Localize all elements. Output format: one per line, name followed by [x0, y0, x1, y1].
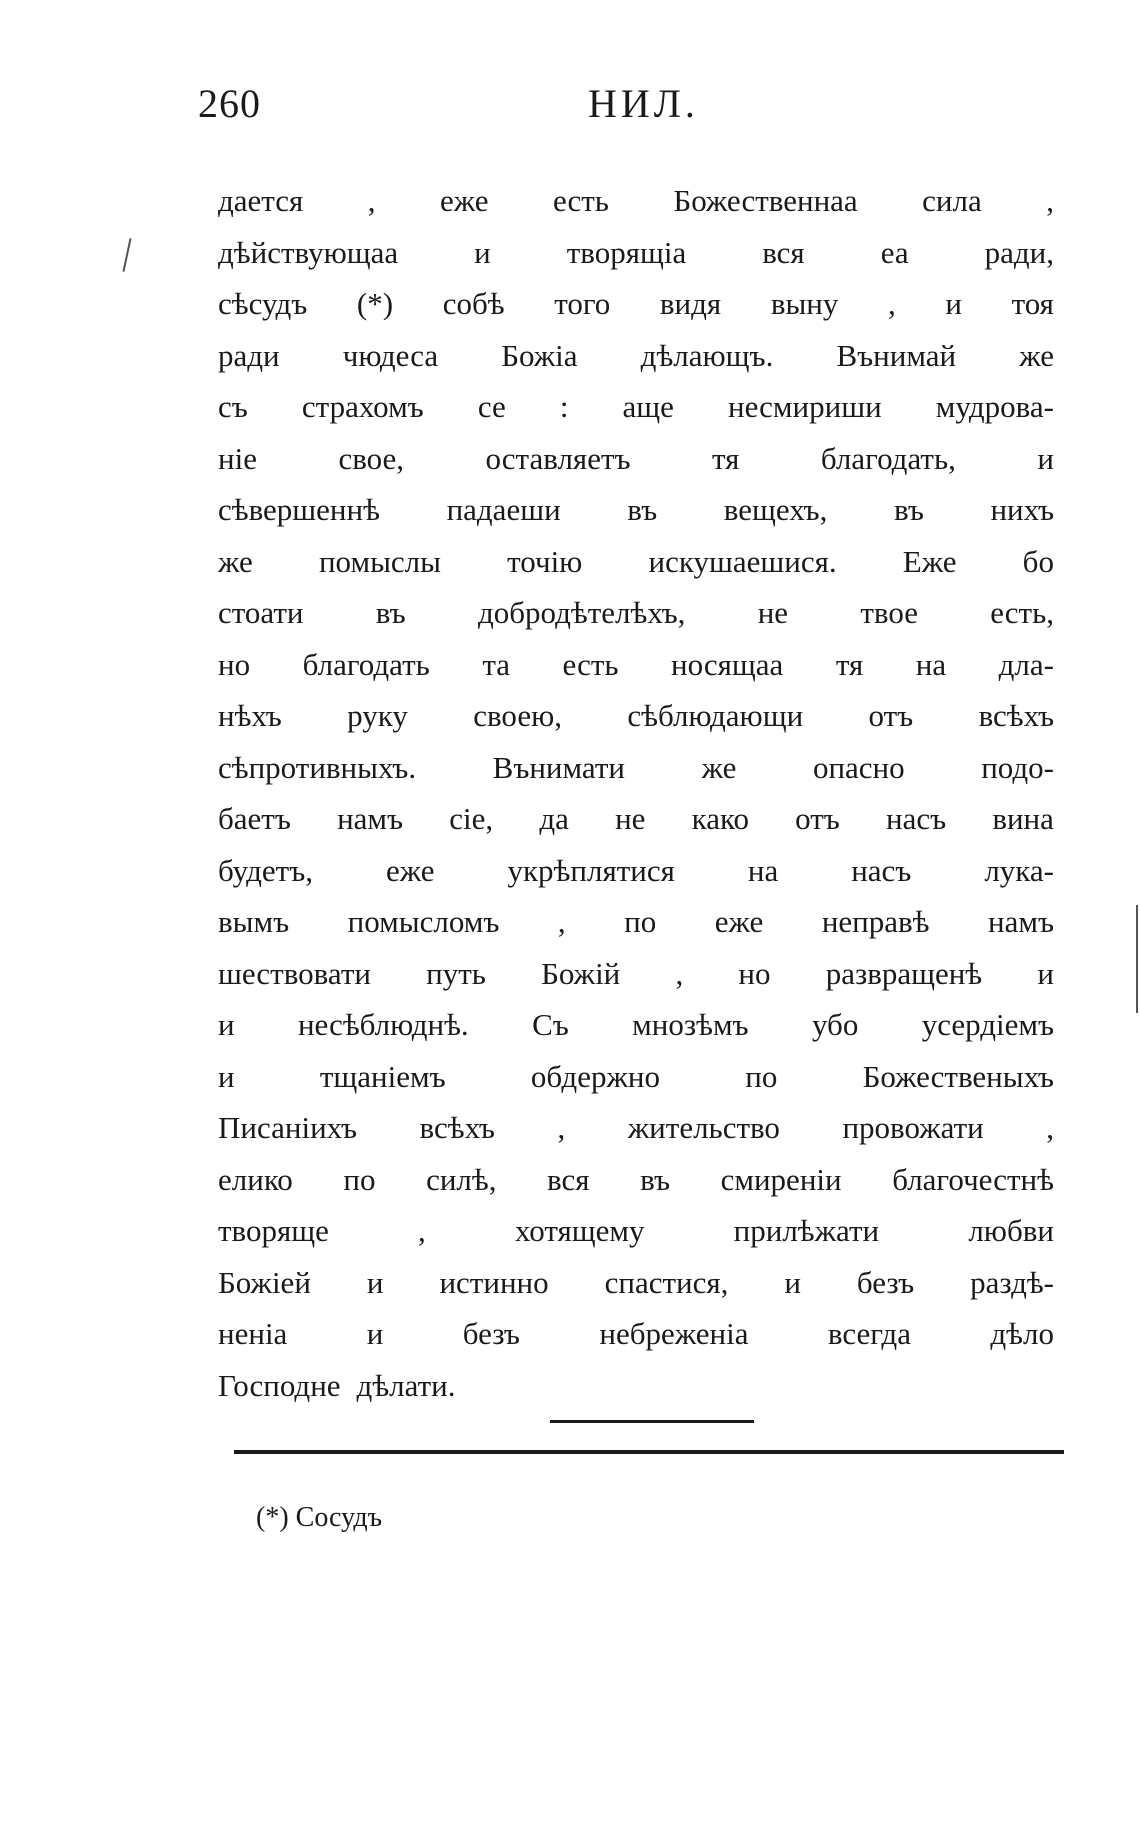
word: искушаешися.	[648, 543, 837, 579]
word: Божій	[541, 955, 621, 991]
word: укрѣплятися	[507, 852, 675, 888]
word: сѣпротивныхъ.	[218, 749, 417, 785]
word: Божественыхъ	[862, 1058, 1054, 1094]
word: жительство	[627, 1110, 780, 1145]
word: и	[1037, 955, 1054, 991]
word: мнозѣмъ	[632, 1007, 749, 1042]
word: ,	[557, 1110, 566, 1145]
text-line	[218, 690, 1054, 742]
word: ніе	[218, 440, 257, 476]
text-line	[218, 433, 1054, 485]
word: ради,	[984, 234, 1054, 270]
word: тщаніемъ	[319, 1058, 446, 1094]
word: въ	[627, 492, 658, 527]
text-line	[218, 1308, 1054, 1360]
text-line	[218, 1154, 1054, 1206]
word: ,	[888, 286, 896, 321]
word: сіе,	[449, 801, 494, 836]
word: несѣблюднѣ.	[297, 1007, 469, 1042]
word: баетъ	[218, 801, 291, 836]
word: силѣ,	[426, 1161, 497, 1197]
word: развращенѣ	[825, 955, 983, 991]
text-line	[218, 330, 1054, 382]
word: шествовати	[218, 955, 371, 991]
text-line	[218, 999, 1054, 1051]
word: и	[945, 286, 962, 321]
word: вещехъ,	[723, 492, 828, 527]
text-line	[218, 896, 1054, 948]
word: есть	[552, 183, 609, 218]
word: сѣблюдающи	[627, 698, 804, 733]
word: ,	[557, 904, 566, 939]
word: аще	[622, 389, 674, 424]
word: же	[218, 543, 253, 579]
text-line	[218, 587, 1054, 639]
text-line	[218, 793, 1054, 845]
word: и	[366, 1316, 384, 1351]
text-line	[218, 1257, 1054, 1309]
word: есть	[562, 646, 619, 682]
word: страхомъ	[301, 389, 424, 424]
word: несмириши	[728, 389, 882, 424]
word: есть,	[990, 595, 1054, 630]
word: будетъ,	[218, 852, 313, 888]
word: по	[343, 1161, 376, 1197]
word: нихъ	[990, 492, 1054, 527]
word: чюдеса	[342, 337, 439, 373]
text-line	[218, 381, 1054, 433]
word: еа	[880, 234, 909, 270]
word: вина	[992, 801, 1054, 836]
word: како	[691, 801, 749, 836]
word: свое,	[338, 440, 405, 476]
word: ,	[1046, 183, 1054, 218]
text-line	[218, 742, 1054, 794]
word: небреженіа	[599, 1316, 749, 1351]
word: сила	[922, 183, 982, 218]
word: стоати	[218, 595, 304, 630]
footnote-separator-rule	[234, 1450, 1064, 1454]
word: съ	[218, 389, 248, 424]
word: тя	[712, 440, 740, 476]
word: неправѣ	[821, 904, 930, 939]
word: твое	[860, 595, 918, 630]
word: своею,	[473, 698, 562, 733]
scan-edge-mark	[122, 238, 131, 272]
word: творяще	[218, 1213, 329, 1248]
word: еже	[439, 183, 489, 218]
body-text	[218, 175, 1054, 1411]
word: опасно	[812, 749, 905, 785]
word: истинно	[439, 1264, 549, 1300]
word: да	[539, 801, 569, 836]
text-line	[218, 639, 1054, 691]
word: творящіа	[566, 234, 687, 270]
text-line	[218, 1205, 1054, 1257]
word: ради	[218, 337, 280, 373]
word: отъ	[795, 801, 840, 836]
word: по	[624, 904, 657, 939]
word: добродѣтелѣхъ,	[477, 595, 686, 630]
word: провожати	[842, 1110, 984, 1145]
word: не	[757, 595, 789, 630]
word: дѣлающъ.	[640, 337, 774, 373]
word: въ	[375, 595, 406, 630]
footnote: (*) Сосудъ	[256, 1502, 383, 1533]
word: насъ	[851, 852, 912, 888]
word: точію	[507, 543, 583, 579]
word: не	[615, 801, 646, 836]
word: вся	[762, 234, 805, 270]
word: благодать,	[820, 440, 956, 476]
word: вся	[547, 1161, 590, 1197]
word: ,	[367, 183, 376, 218]
word: въ	[640, 1161, 671, 1197]
word: спастися,	[604, 1264, 729, 1300]
text-line	[218, 1360, 1054, 1412]
word: ,	[1046, 1110, 1054, 1145]
word: ,	[675, 955, 684, 991]
word: тоя	[1011, 286, 1054, 321]
word: носящаа	[671, 646, 784, 682]
word: всѣхъ	[419, 1110, 495, 1145]
word: убо	[811, 1007, 859, 1042]
word: обдержно	[530, 1058, 660, 1094]
word: елико	[218, 1161, 293, 1197]
word: насъ	[886, 801, 947, 836]
word: дѣйствующаа	[218, 234, 399, 270]
word: еже	[714, 904, 764, 939]
word: раздѣ-	[970, 1264, 1054, 1300]
word: Господне	[218, 1367, 341, 1403]
word: же	[1019, 337, 1054, 373]
word: на	[747, 852, 779, 888]
word: усердіемъ	[921, 1007, 1054, 1042]
word: въ	[893, 492, 924, 527]
text-line	[218, 1051, 1054, 1103]
text-line	[218, 175, 1054, 227]
page-header	[198, 80, 1060, 140]
word: смиреніи	[720, 1161, 842, 1197]
word: но	[218, 646, 251, 682]
text-line	[218, 948, 1054, 1000]
word: и	[474, 234, 491, 270]
running-title: НИЛ.	[588, 81, 699, 126]
word: и	[1037, 440, 1054, 476]
word: путь	[426, 955, 486, 991]
word: мудрова-	[935, 389, 1054, 424]
word: Съ	[532, 1007, 569, 1042]
word: нѣхъ	[218, 698, 282, 733]
word: дѣло	[990, 1316, 1054, 1351]
word: на	[915, 646, 947, 682]
word: Вънимати	[492, 749, 626, 785]
word: хотящему	[514, 1213, 645, 1248]
word: выну	[770, 286, 839, 321]
word: сѣсудъ	[218, 286, 308, 321]
text-line	[218, 227, 1054, 279]
word: Писаніихъ	[218, 1110, 358, 1145]
word: оставляетъ	[485, 440, 631, 476]
word: но	[738, 955, 771, 991]
word: дается	[218, 183, 304, 218]
word: та	[482, 646, 511, 682]
word: руку	[347, 698, 408, 733]
word: падаеши	[446, 492, 561, 527]
word: се	[477, 389, 506, 424]
word: дла-	[998, 646, 1054, 682]
word: тя	[835, 646, 864, 682]
word: и	[218, 1007, 235, 1042]
text-line	[218, 278, 1054, 330]
word: помыслы	[318, 543, 441, 579]
word: Божіей	[218, 1264, 311, 1300]
word: отъ	[868, 698, 914, 733]
text-line	[218, 845, 1054, 897]
text-line	[218, 484, 1054, 536]
word: же	[701, 749, 737, 785]
word: прилѣжати	[733, 1213, 880, 1248]
word: :	[559, 389, 569, 424]
word: всегда	[827, 1316, 911, 1351]
word: намъ	[988, 904, 1054, 939]
word: намъ	[337, 801, 404, 836]
word: Божественнаа	[673, 183, 858, 218]
word: Еже	[902, 543, 957, 579]
word: лука-	[984, 852, 1054, 888]
word: Божіа	[501, 337, 578, 373]
word: дѣлати.	[356, 1367, 456, 1403]
word: ,	[418, 1213, 426, 1248]
text-line	[218, 536, 1054, 588]
word: помысломъ	[347, 904, 500, 939]
word: неніа	[218, 1316, 288, 1351]
word: сѣвершеннѣ	[218, 492, 380, 527]
word: видя	[659, 286, 722, 321]
word: Вънимай	[836, 337, 957, 373]
word: того	[554, 286, 611, 321]
scan-edge-mark	[1136, 905, 1138, 1013]
word: бо	[1022, 543, 1054, 579]
word: безъ	[462, 1316, 520, 1351]
section-end-rule	[550, 1420, 754, 1423]
page-number: 260	[198, 81, 261, 126]
word: и	[218, 1058, 235, 1094]
word: собѣ	[442, 286, 505, 321]
word: еже	[385, 852, 435, 888]
word: подо-	[981, 749, 1054, 785]
text-line	[218, 1102, 1054, 1154]
word: (*)	[356, 286, 394, 321]
word: по	[745, 1058, 778, 1094]
word: и	[784, 1264, 801, 1300]
word: безъ	[856, 1264, 915, 1300]
word: всѣхъ	[978, 698, 1054, 733]
word: и	[366, 1264, 384, 1300]
word: благодать	[302, 646, 430, 682]
word: любви	[968, 1213, 1054, 1248]
word: благочестнѣ	[892, 1161, 1054, 1197]
word: вымъ	[218, 904, 290, 939]
